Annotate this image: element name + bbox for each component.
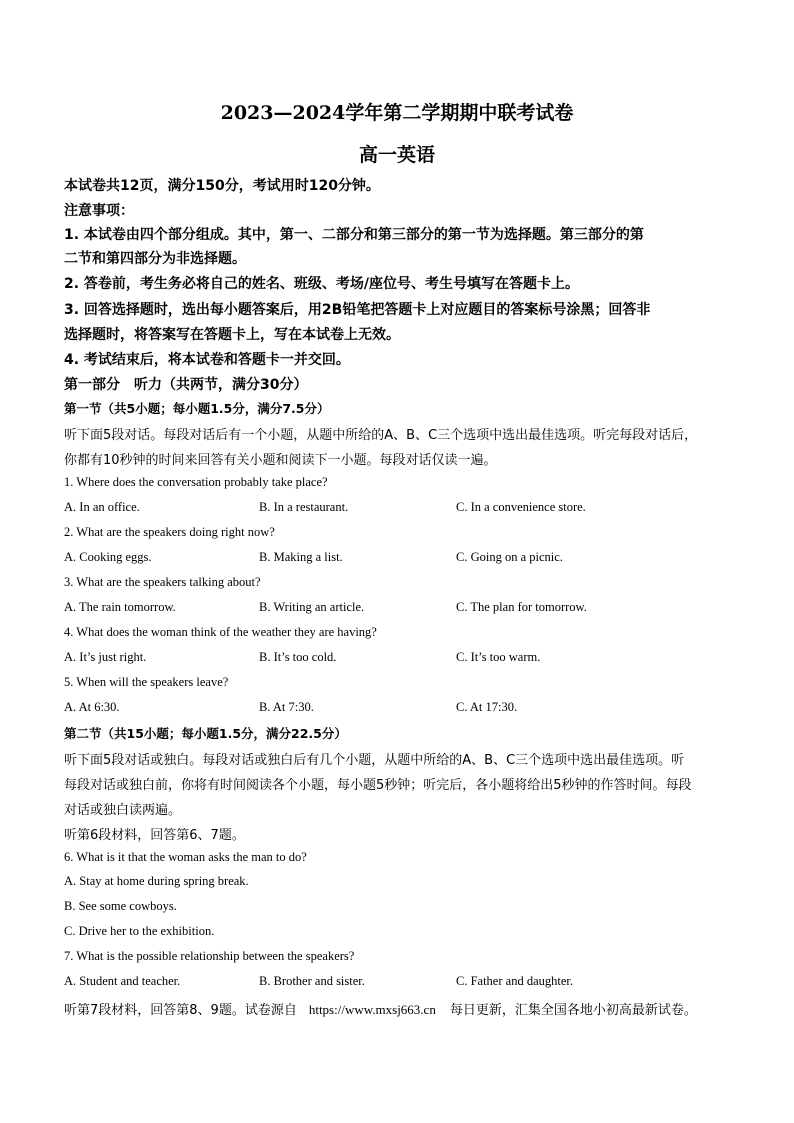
section2-instruction: 对话或独白读两遍。 [64,803,182,818]
option-a: A. In an office. [64,500,140,514]
question-1: 1. Where does the conversation probably take place? [64,475,328,489]
question-5: 5. When will the speakers leave? [64,675,229,689]
section1-instruction: 听下面5段对话。每段对话后有一个小题，从题中所给的A、B、C三个选项中选出最佳选项。听完每段对话后， [64,428,698,443]
section1-heading: 第一节（共5小题；每小题1.5分，满分7.5分） [64,401,330,416]
option-a: A. At 6:30. [64,700,120,714]
question-4: 4. What does the woman think of the weather they are having? [64,625,377,639]
option-b: B. Brother and sister. [259,974,365,988]
section2-instruction: 每段对话或独白前，你将有时间阅读各个小题，每小题5秒钟；听完后，各小题将给出5秒钟的作答时间。每段 [64,778,692,793]
exam-title: 2023—2024学年第二学期期中联考试卷 [220,102,574,124]
subject-title: 高一英语 [358,144,435,166]
section2-instruction: 听下面5段对话或独白。每段对话或独白后有几个小题，从题中所给的A、B、C三个选项中选出最佳选项。听 [64,753,685,768]
material-7-label: 听第7段材料，回答第8、9题。试卷源自 [64,1003,297,1018]
notice-heading: 注意事项： [64,203,134,219]
option-a: A. Cooking eggs. [64,550,152,564]
option-b: B. It’s too cold. [259,650,337,664]
option-a: A. Student and teacher. [64,974,181,988]
material-6-note: 听第6段材料，回答第6、7题。 [64,828,245,843]
option-c: C. Going on a picnic. [456,550,563,564]
option-a: A. The rain tomorrow. [64,600,176,614]
source-tagline: 每日更新，汇集全国各地小初高最新试卷。 [449,1003,697,1018]
question-3: 3. What are the speakers talking about? [64,575,261,589]
option-c: C. At 17:30. [456,700,518,714]
option-c: C. The plan for tomorrow. [456,600,587,614]
option-c: C. It’s too warm. [456,650,541,664]
question-7: 7. What is the possible relationship between the speakers? [64,949,355,963]
option-a: A. It’s just right. [64,650,147,664]
notice-item: 4. 考试结束后，将本试卷和答题卡一并交回。 [64,352,350,368]
option-b: B. At 7:30. [259,700,314,714]
notice-item: 1. 本试卷由四个部分组成。其中，第一、二部分和第三部分的第一节为选择题。第三部分的第 [64,227,644,243]
option-b: B. Writing an article. [259,600,365,614]
question-2: 2. What are the speakers doing right now? [64,525,275,539]
option-b: B. Making a list. [259,550,343,564]
option-c: C. Drive her to the exhibition. [64,924,215,938]
source-link[interactable]: https://www.mxsj663.cn [308,1002,436,1017]
option-c: C. In a convenience store. [456,500,586,514]
notice-item: 3. 回答选择题时，选出每小题答案后，用2B铅笔把答题卡上对应题目的答案标号涂黑；回答非 [64,302,651,318]
option-b: B. See some cowboys. [64,899,177,913]
question-6: 6. What is it that the woman asks the man to do? [64,850,307,864]
section2-heading: 第二节（共15小题；每小题1.5分，满分22.5分） [64,726,347,741]
part1-heading: 第一部分 听力（共两节，满分30分） [64,377,308,393]
option-a: A. Stay at home during spring break. [64,874,249,888]
notice-item: 2. 答卷前，考生务必将自己的姓名、班级、考场/座位号、考生号填写在答题卡上。 [64,276,580,292]
exam-intro: 本试卷共12页，满分150分，考试用时120分钟。 [64,178,380,194]
notice-item: 二节和第四部分为非选择题。 [64,251,246,267]
notice-item: 选择题时，将答案写在答题卡上，写在本试卷上无效。 [64,327,400,343]
option-c: C. Father and daughter. [456,974,573,988]
material-7-note [64,999,697,1018]
option-b: B. In a restaurant. [259,500,349,514]
section1-instruction: 你都有10秒钟的时间来回答有关小题和阅读下一小题。每段对话仅读一遍。 [64,453,497,468]
